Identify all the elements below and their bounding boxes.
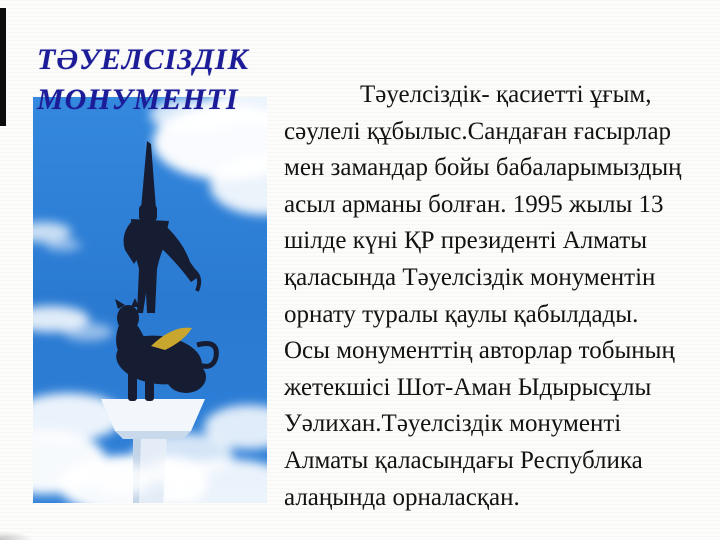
body-text	[284, 77, 708, 516]
body-text-line: алаңында орналасқан.	[284, 483, 520, 511]
title-line-2: МОНУМЕНТІ	[37, 83, 239, 116]
body-text-line: Тәуелсіздік- қасиетті ұғым,	[360, 81, 652, 108]
monument-photo	[33, 97, 267, 503]
body-text-line: Алматы қаласындағы Республика	[284, 446, 643, 474]
body-text-line: асыл арманы болған. 1995 жылы 13	[284, 190, 664, 218]
body-text-line: сәулелі құбылыс.Сандаған ғасырлар	[284, 117, 672, 145]
title-line-1: ТӘУЕЛСІЗДІК	[37, 43, 249, 76]
slide-title	[37, 40, 249, 120]
body-text-line: Уәлихан.Тәуелсіздік монументі	[284, 410, 622, 438]
body-text-line: мен замандар бойы бабаларымыздың	[284, 154, 682, 182]
body-text-line: жетекшісі Шот-Аман Ыдырысұлы	[284, 373, 652, 401]
body-text-line: Осы монументтің авторлар тобының	[284, 337, 675, 365]
body-text-line: қаласында Тәуелсіздік монументін	[284, 263, 656, 291]
body-text-line: шілде күні ҚР президенті Алматы	[284, 227, 647, 255]
body-text-line: орнату туралы қаулы қабылдады.	[284, 300, 639, 328]
bottom-edge-artifact	[0, 531, 34, 540]
left-edge-artifact	[0, 8, 6, 126]
